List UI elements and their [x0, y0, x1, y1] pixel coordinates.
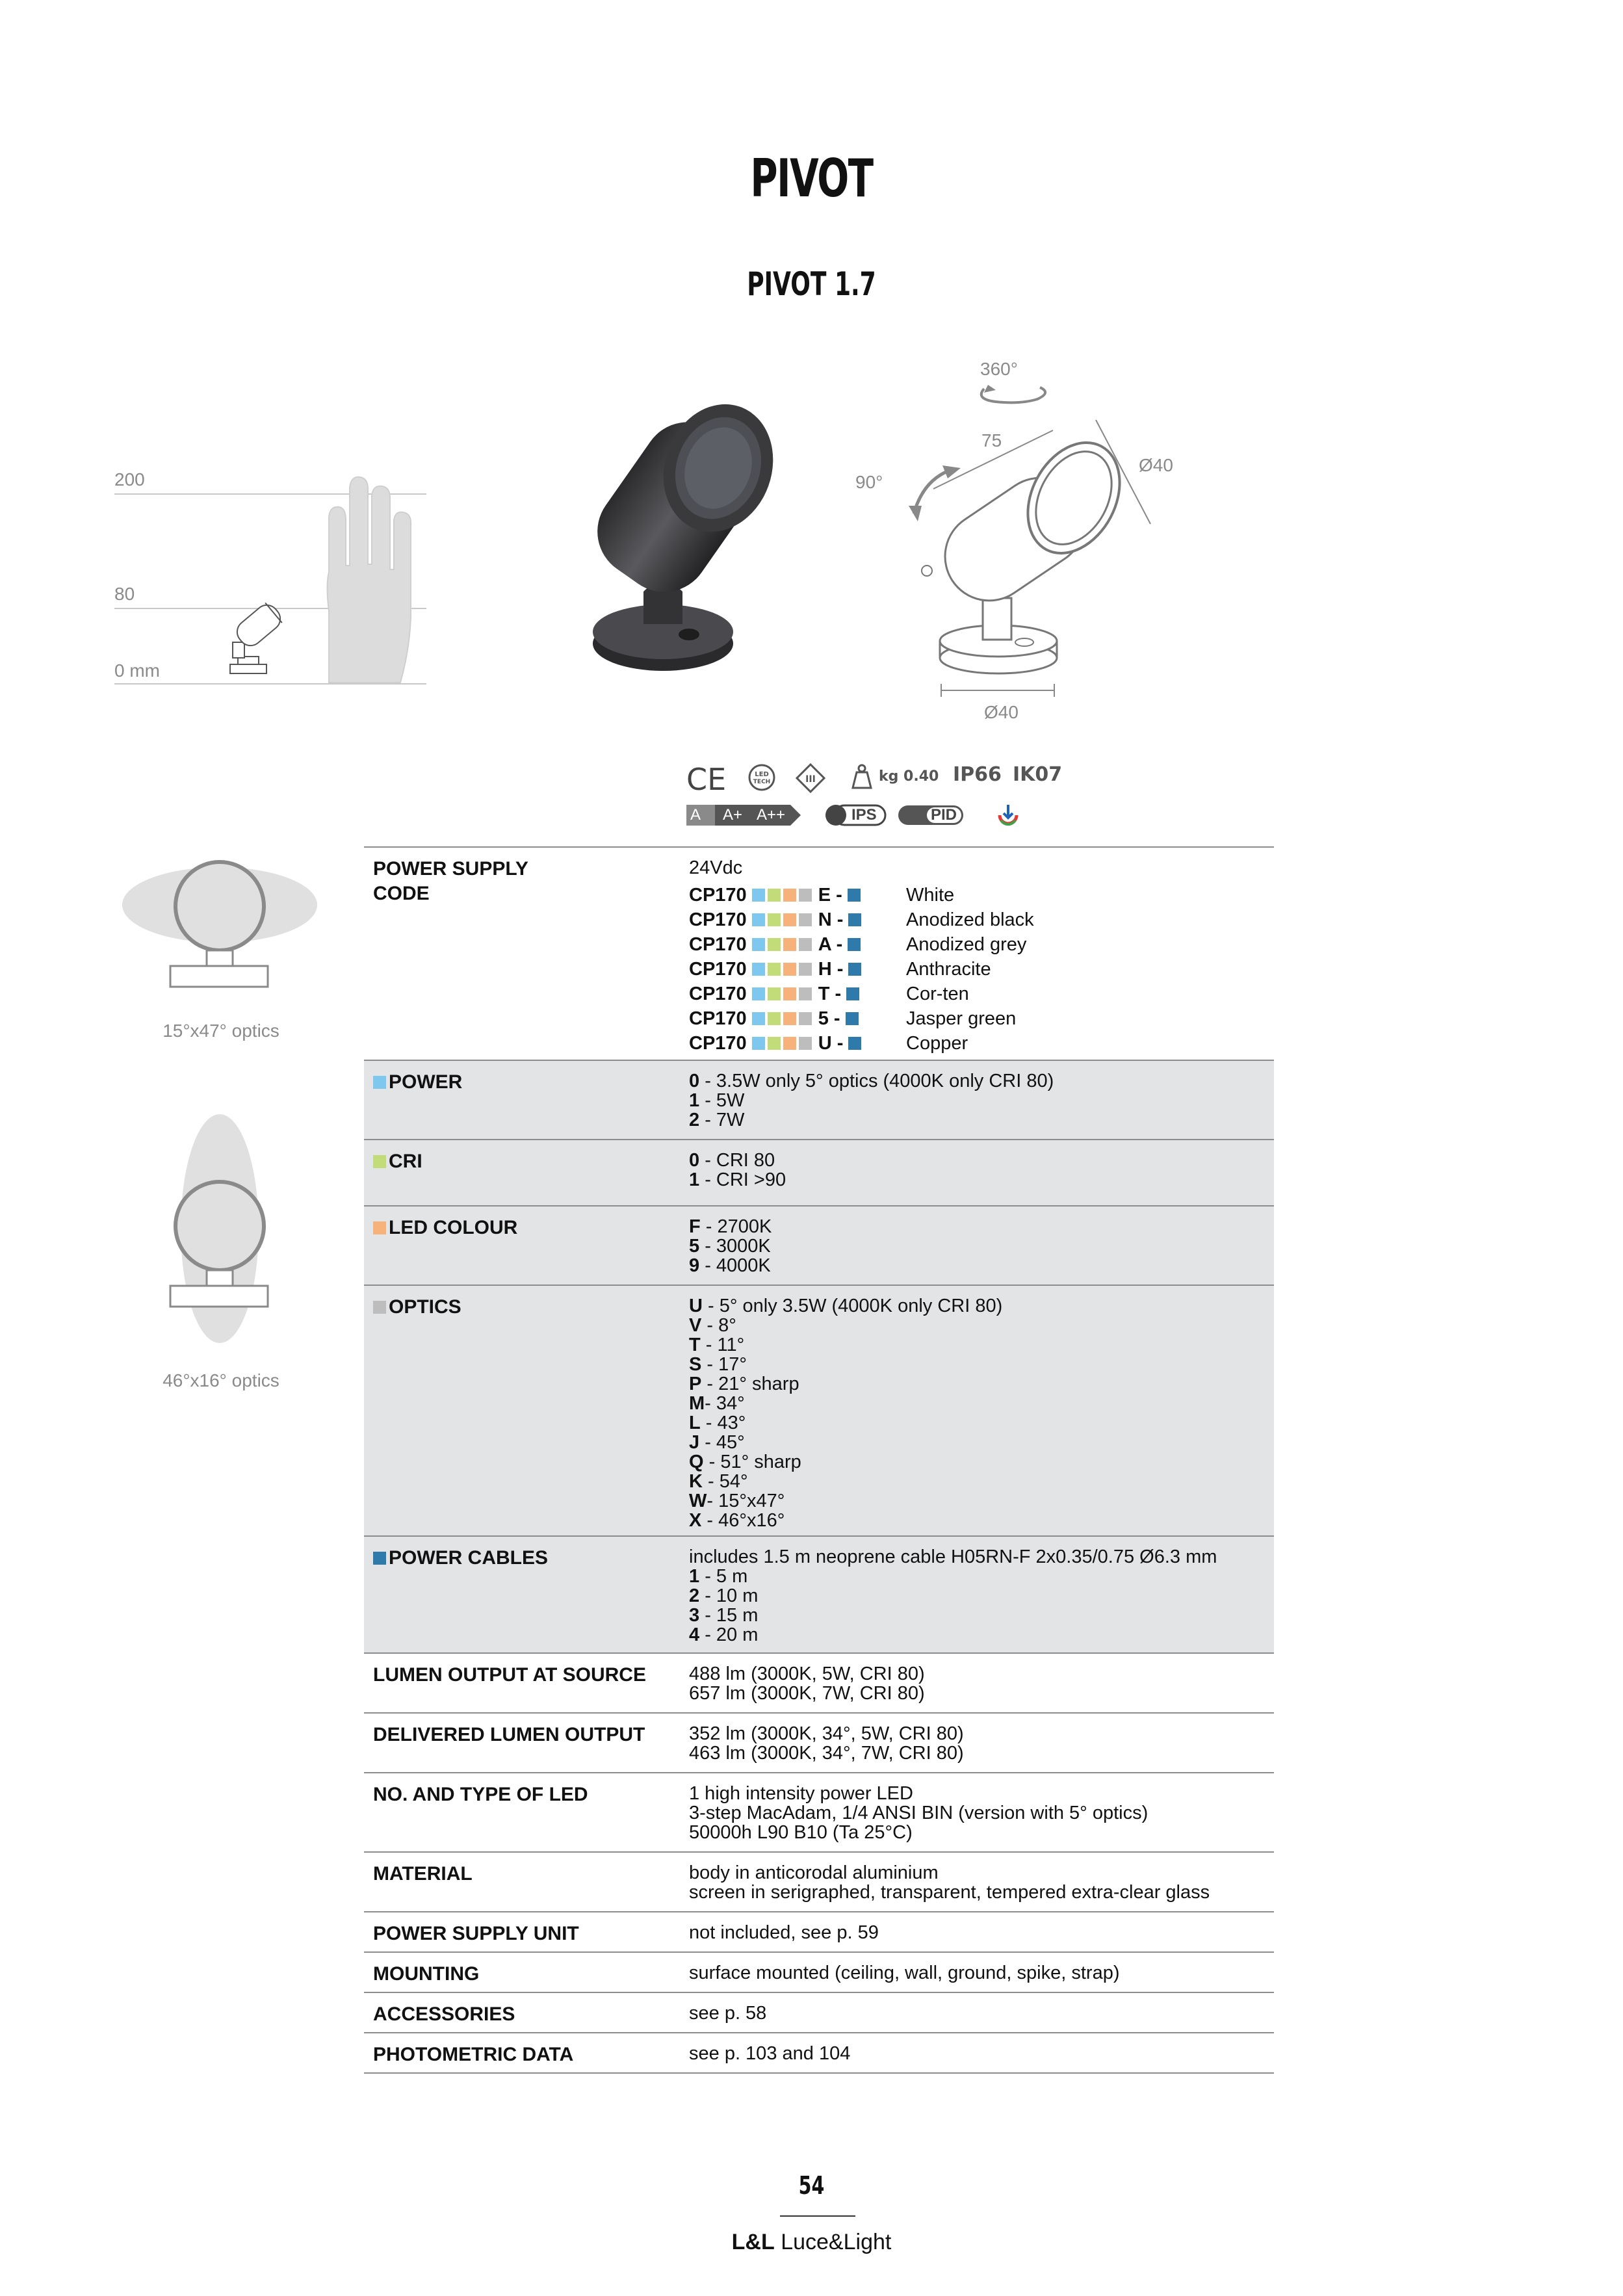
option-value: - CRI 80 [699, 1150, 775, 1171]
code-finish-letter: H - [818, 959, 844, 980]
option-key: T [689, 1335, 701, 1355]
value-line: body in anticorodal aluminium [689, 1862, 939, 1883]
optics-color-square [373, 1301, 386, 1314]
option-key: 0 [689, 1071, 700, 1091]
power-cables-lengths [689, 1567, 1217, 1645]
option-line [689, 1586, 1217, 1606]
option-key: 1 [689, 1566, 700, 1587]
code-option-square [768, 889, 781, 902]
brand-name: Luce&Light [774, 2230, 892, 2254]
code-finish-name: Anodized black [906, 909, 1034, 930]
option-line [689, 1394, 1002, 1413]
svg-text:LED: LED [755, 771, 769, 778]
option-key: F [689, 1216, 701, 1237]
page-title: PIVOT [750, 148, 873, 209]
brand-footer [0, 2230, 1623, 2255]
ips-badge [822, 803, 887, 827]
code-option-square [752, 1037, 765, 1050]
option-line [689, 1452, 1002, 1472]
code-option-square [768, 938, 781, 951]
svg-text:TECH: TECH [753, 779, 771, 785]
optics-caption-15x47: 15°x47° optics [162, 1021, 279, 1041]
option-key: S [689, 1354, 702, 1375]
code-option-square [752, 987, 765, 1000]
page-number-rule [780, 2215, 855, 2217]
energy-class-a: A [690, 806, 701, 824]
spec-row-led-type [364, 1773, 1274, 1853]
code-option-square [768, 913, 781, 926]
code-option-square [783, 889, 796, 902]
scale-label-0mm: 0 mm [114, 660, 160, 681]
ce-mark-icon: CE [686, 762, 727, 797]
code-line [689, 1006, 1017, 1031]
value-line: 3-step MacAdam, 1/4 ANSI BIN (version with 5° optics) [689, 1803, 1149, 1823]
code-prefix: CP170 [689, 1033, 747, 1054]
code-option-square [799, 913, 812, 926]
energy-class-a-plus: A+ [723, 806, 743, 824]
code-option-square [783, 1037, 796, 1050]
led-colour-label: LED COLOUR [389, 1217, 518, 1238]
option-key: 4 [689, 1624, 700, 1645]
scale-label-200: 200 [114, 469, 145, 489]
spec-row-code [364, 848, 1274, 1061]
option-value: - 51° sharp [703, 1452, 801, 1472]
code-option-square [799, 938, 812, 951]
led-type-label: NO. AND TYPE OF LED [373, 1784, 588, 1805]
option-key: 2 [689, 1585, 700, 1606]
spec-row-power [364, 1061, 1274, 1140]
option-line [689, 1236, 772, 1256]
option-value: - 34° [705, 1393, 745, 1414]
code-option-square [768, 1037, 781, 1050]
code-option-square [783, 1012, 796, 1025]
ip-rating: IP66 [953, 763, 1002, 786]
tilt-label: 90° [855, 472, 883, 492]
optics-caption-46x16: 46°x16° optics [162, 1370, 279, 1390]
psu-label: POWER SUPPLY UNIT [373, 1923, 579, 1944]
product-photo-graphic [533, 377, 806, 683]
head-diameter-label: Ø40 [1139, 455, 1173, 475]
ips-label: IPS [851, 806, 877, 824]
option-value: - 4000K [699, 1255, 771, 1276]
option-key: W [689, 1491, 707, 1511]
led-colour-color-square [373, 1221, 386, 1234]
code-line [689, 982, 969, 1006]
option-line [689, 1217, 772, 1236]
option-value: - 2700K [700, 1216, 772, 1237]
spec-table [364, 846, 1274, 2074]
code-cable-square [848, 889, 861, 902]
option-key: X [689, 1510, 702, 1531]
code-finish-name: Anodized grey [906, 934, 1027, 955]
option-line [689, 1511, 1002, 1530]
spec-row-photometric [364, 2033, 1274, 2074]
ik-rating: IK07 [1013, 763, 1063, 786]
code-prefix: CP170 [689, 1008, 747, 1029]
code-prefix: CP170 [689, 885, 747, 906]
code-line [689, 957, 991, 982]
value-line: 488 lm (3000K, 5W, CRI 80) [689, 1663, 925, 1684]
spec-row-material [364, 1853, 1274, 1912]
option-value: - 46°x16° [701, 1510, 785, 1531]
optics-options [689, 1296, 1002, 1530]
code-option-square [752, 1012, 765, 1025]
optics-figure-15x47 [97, 852, 344, 1008]
option-value: - 11° [700, 1335, 745, 1355]
code-option-square [783, 963, 796, 976]
weight-value: kg 0.40 [879, 768, 939, 785]
option-line [689, 1071, 1054, 1091]
option-line [689, 1335, 1002, 1355]
code-cable-square [848, 938, 861, 951]
option-key: V [689, 1315, 702, 1336]
option-line [689, 1110, 1054, 1130]
optics-label: OPTICS [389, 1296, 461, 1318]
option-line [689, 1316, 1002, 1335]
spec-row-power-cables [364, 1537, 1274, 1654]
option-value: - 8° [701, 1315, 736, 1336]
code-option-square [799, 963, 812, 976]
code-option-square [799, 1037, 812, 1050]
power-supply-label: POWER SUPPLY [373, 858, 528, 880]
code-list [689, 883, 1034, 1056]
option-value: - 45° [699, 1432, 745, 1453]
option-line [689, 1355, 1002, 1374]
option-value: - CRI >90 [699, 1169, 786, 1190]
option-value: - 43° [700, 1413, 746, 1433]
power-cables-label: POWER CABLES [389, 1547, 549, 1569]
code-option-square [752, 938, 765, 951]
code-option-square [783, 987, 796, 1000]
code-option-square [768, 1012, 781, 1025]
svg-text:III: III [805, 774, 816, 785]
led-type-values [689, 1784, 1148, 1842]
option-line [689, 1433, 1002, 1452]
code-finish-name: Anthracite [906, 959, 991, 980]
option-key: 1 [689, 1169, 700, 1190]
accessories-label: ACCESSORIES [373, 2003, 515, 2025]
code-finish-letter: A - [818, 934, 843, 955]
accessories-value: see p. 58 [689, 2003, 767, 2024]
brand-bold: L&L [731, 2230, 775, 2254]
cri-label: CRI [389, 1151, 422, 1172]
option-key: 9 [689, 1255, 700, 1276]
code-prefix: CP170 [689, 959, 747, 980]
spec-row-led-colour [364, 1207, 1274, 1286]
option-line [689, 1091, 1054, 1110]
technical-drawing [845, 351, 1183, 728]
code-finish-letter: U - [818, 1033, 844, 1054]
option-key: J [689, 1432, 700, 1453]
material-values [689, 1863, 1210, 1902]
code-option-square [752, 963, 765, 976]
value-line: 1 high intensity power LED [689, 1783, 913, 1804]
option-line [689, 1625, 1217, 1645]
technical-drawing-graphic [845, 351, 1183, 728]
option-key: U [689, 1296, 703, 1316]
option-value: - 15°x47° [707, 1491, 785, 1511]
cri-color-square [373, 1155, 386, 1168]
value-line: 352 lm (3000K, 34°, 5W, CRI 80) [689, 1723, 964, 1744]
code-cable-square [846, 1012, 859, 1025]
code-option-square [752, 889, 765, 902]
option-line [689, 1413, 1002, 1433]
photometric-value: see p. 103 and 104 [689, 2043, 851, 2064]
value-line: 50000h L90 B10 (Ta 25°C) [689, 1822, 913, 1843]
code-line [689, 907, 1034, 932]
value-line: 463 lm (3000K, 34°, 7W, CRI 80) [689, 1743, 964, 1764]
option-value: - 10 m [699, 1585, 759, 1606]
pid-badge [897, 803, 968, 827]
class-iii-icon [796, 763, 825, 793]
power-color-square [373, 1076, 386, 1089]
photometric-label: PHOTOMETRIC DATA [373, 2044, 574, 2065]
option-line [689, 1170, 786, 1190]
code-cable-square [848, 913, 861, 926]
weight-icon [849, 763, 875, 789]
option-line [689, 1567, 1217, 1586]
spec-row-mounting [364, 1953, 1274, 1993]
option-value: - 17° [701, 1354, 747, 1375]
code-finish-letter: 5 - [818, 1008, 840, 1029]
rotation-label: 360° [980, 359, 1018, 379]
option-value: - 15 m [699, 1605, 759, 1626]
code-line [689, 883, 955, 907]
option-line [689, 1374, 1002, 1394]
option-key: L [689, 1413, 701, 1433]
option-key: 0 [689, 1150, 700, 1171]
product-photo [533, 377, 806, 683]
scale-diagram [114, 455, 426, 689]
option-value: - 3000K [699, 1236, 771, 1257]
spec-row-lumen-delivered [364, 1714, 1274, 1773]
code-finish-name: Copper [906, 1033, 968, 1054]
code-finish-letter: T - [818, 984, 842, 1004]
optics-46x16-graphic [97, 1105, 344, 1352]
option-line [689, 1256, 772, 1275]
option-key: 2 [689, 1110, 700, 1130]
code-finish-letter: E - [818, 885, 842, 906]
certification-row-1 [686, 762, 1063, 797]
scale-diagram-graphic [114, 455, 426, 689]
code-cable-square [848, 963, 861, 976]
code-option-square [768, 987, 781, 1000]
option-key: 5 [689, 1236, 700, 1257]
option-value: - 3.5W only 5° optics (4000K only CRI 80) [699, 1071, 1054, 1091]
code-finish-name: Cor-ten [906, 984, 969, 1004]
code-finish-name: Jasper green [906, 1008, 1017, 1029]
spec-row-cri [364, 1140, 1274, 1207]
power-supply-value: 24Vdc [689, 857, 743, 878]
code-prefix: CP170 [689, 984, 747, 1004]
rgb-colour-icon [996, 803, 1020, 828]
option-key: Q [689, 1452, 704, 1472]
certification-row-2 [686, 803, 1050, 829]
spec-row-psu [364, 1912, 1274, 1953]
option-value: - 5 m [699, 1566, 748, 1587]
power-cables-intro: includes 1.5 m neoprene cable H05RN-F 2x0.35/0.75 Ø6.3 mm [689, 1546, 1217, 1567]
power-cables-color-square [373, 1552, 386, 1565]
psu-value: not included, see p. 59 [689, 1922, 879, 1943]
spec-row-optics [364, 1286, 1274, 1537]
code-line [689, 932, 1027, 957]
energy-class-a-plus-plus: A++ [757, 806, 786, 824]
lumen-delivered-label: DELIVERED LUMEN OUTPUT [373, 1724, 645, 1745]
led-tech-icon [747, 763, 776, 792]
code-prefix: CP170 [689, 909, 747, 930]
option-key: 3 [689, 1605, 700, 1626]
power-label: POWER [389, 1071, 463, 1093]
value-line: 657 lm (3000K, 7W, CRI 80) [689, 1683, 925, 1704]
lumen-source-label: LUMEN OUTPUT AT SOURCE [373, 1664, 646, 1686]
code-line [689, 1031, 968, 1056]
code-option-square [783, 913, 796, 926]
led-colour-options [689, 1217, 772, 1275]
code-prefix: CP170 [689, 934, 747, 955]
option-key: M [689, 1393, 705, 1414]
spec-row-accessories [364, 1993, 1274, 2033]
code-option-square [783, 938, 796, 951]
lumen-source-values [689, 1664, 925, 1703]
energy-class-icon [686, 805, 801, 826]
option-line [689, 1606, 1217, 1625]
code-finish-letter: N - [818, 909, 844, 930]
option-key: P [689, 1374, 702, 1394]
option-line [689, 1491, 1002, 1511]
value-line: screen in serigraphed, transparent, tempered extra-clear glass [689, 1882, 1210, 1903]
option-line [689, 1472, 1002, 1491]
length-label: 75 [981, 430, 1002, 450]
code-option-square [768, 963, 781, 976]
power-cables-options [689, 1547, 1217, 1645]
material-label: MATERIAL [373, 1863, 473, 1885]
power-options [689, 1071, 1054, 1130]
option-value: - 54° [702, 1471, 748, 1492]
code-cable-square [846, 987, 859, 1000]
option-line [689, 1296, 1002, 1316]
code-option-square [799, 889, 812, 902]
code-option-square [799, 1012, 812, 1025]
code-option-square [752, 913, 765, 926]
option-key: K [689, 1471, 703, 1492]
optics-figure-46x16 [97, 1105, 344, 1352]
page-number: 54 [798, 2171, 825, 2200]
option-value: - 21° sharp [701, 1374, 799, 1394]
cri-options [689, 1151, 786, 1190]
option-value: - 20 m [699, 1624, 759, 1645]
mounting-label: MOUNTING [373, 1963, 480, 1985]
option-key: 1 [689, 1090, 700, 1111]
lumen-delivered-values [689, 1724, 964, 1763]
option-value: - 7W [699, 1110, 745, 1130]
code-finish-name: White [906, 885, 955, 906]
spec-row-lumen-source [364, 1654, 1274, 1714]
option-value: - 5W [699, 1090, 745, 1111]
mounting-value: surface mounted (ceiling, wall, ground, spike, strap) [689, 1963, 1120, 1983]
code-cable-square [848, 1037, 861, 1050]
base-diameter-label: Ø40 [984, 702, 1019, 722]
scale-label-80: 80 [114, 584, 135, 604]
code-label: CODE [373, 883, 430, 904]
option-value: - 5° only 3.5W (4000K only CRI 80) [702, 1296, 1003, 1316]
pid-label: PID [931, 806, 957, 824]
code-option-square [799, 987, 812, 1000]
optics-15x47-graphic [97, 852, 344, 1008]
product-subtitle: PIVOT 1.7 [747, 265, 876, 303]
option-line [689, 1151, 786, 1170]
